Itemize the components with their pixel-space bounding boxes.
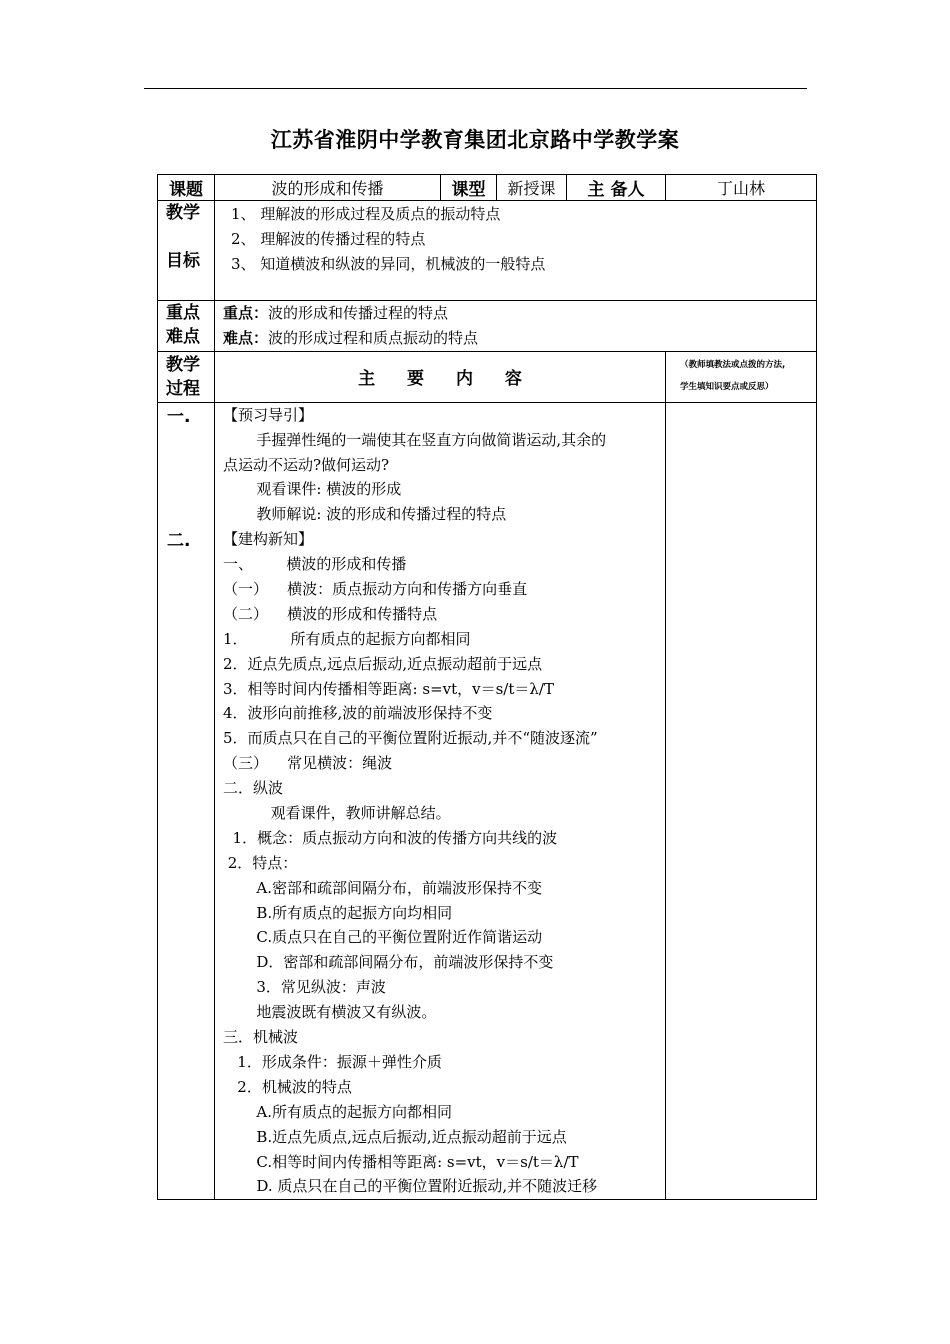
content-line: 2．特点： bbox=[223, 853, 298, 872]
note-line-1: （教师填教法或点拨的方法, bbox=[680, 359, 786, 370]
content-line: 3．常见纵波：声波 bbox=[223, 978, 386, 997]
content-line: 1． 所有质点的起振方向都相同 bbox=[223, 629, 471, 648]
content-line: A.密部和疏部间隔分布，前端波形保持不变 bbox=[223, 878, 542, 897]
preparer-value: 丁山林 bbox=[666, 175, 817, 201]
content-line: 4．波形向前推移,波的前端波形保持不变 bbox=[223, 704, 493, 723]
content-line: 5．而质点只在自己的平衡位置附近振动,并不“随波逐流” bbox=[223, 729, 598, 748]
objectives-label-2: 目标 bbox=[166, 251, 200, 271]
content-line: （一） 横波：质点振动方向和传播方向垂直 bbox=[223, 580, 528, 599]
content-line: 点运动不运动?做何运动? bbox=[223, 455, 390, 474]
content-line: 3．相等时间内传播相等距离: s=vt，v＝s/t＝λ/T bbox=[223, 679, 554, 698]
content-line: 【建构新知】 bbox=[223, 530, 314, 549]
content-line: 1．形成条件：振源＋弹性介质 bbox=[223, 1052, 442, 1071]
difficulty-text: 波的形成过程和质点振动的特点 bbox=[268, 328, 479, 347]
content-line: （三） 常见横波：绳波 bbox=[223, 754, 393, 773]
document-title: 江苏省淮阴中学教育集团北京路中学教学案 bbox=[270, 128, 680, 152]
preparer-label: 主 备人 bbox=[567, 175, 666, 201]
difficulty-label: 难点： bbox=[223, 328, 269, 347]
content-line: D．密部和疏部间隔分布，前端波形保持不变 bbox=[223, 953, 554, 972]
objective-item: 3、 知道横波和纵波的异同，机械波的一般特点 bbox=[231, 254, 546, 273]
topic-value: 波的形成和传播 bbox=[215, 175, 441, 201]
header-rule bbox=[144, 88, 807, 89]
objectives-label-1: 教学 bbox=[166, 203, 200, 223]
content-line: 一、 横波的形成和传播 bbox=[223, 555, 407, 574]
objectives-row bbox=[158, 201, 817, 301]
content-line: 二．纵波 bbox=[223, 779, 284, 798]
topic-label: 课题 bbox=[158, 175, 215, 201]
content-line: 教师解说: 波的形成和传播过程的特点 bbox=[223, 505, 507, 524]
content-line: C.相等时间内传播相等距离: s=vt，v＝s/t＝λ/T bbox=[223, 1152, 579, 1171]
content-line: （二） 横波的形成和传播特点 bbox=[223, 604, 438, 623]
focus-text: 波的形成和传播过程的特点 bbox=[268, 304, 449, 322]
process-header-row bbox=[158, 351, 817, 402]
lesson-plan-table bbox=[157, 174, 817, 1200]
content-cell bbox=[215, 402, 666, 1200]
note-line-2: 学生填知识要点或反思） bbox=[680, 381, 774, 392]
focus-label: 重点： bbox=[223, 304, 269, 322]
main-content-heading: 主 要 内 容 bbox=[215, 351, 666, 402]
objective-item: 1、 理解波的形成过程及质点的振动特点 bbox=[231, 205, 501, 223]
keypoints-label-2: 难点 bbox=[166, 327, 200, 347]
content-row bbox=[158, 402, 817, 1200]
objective-item: 2、 理解波的传播过程的特点 bbox=[231, 229, 426, 248]
content-line: 三．机械波 bbox=[223, 1028, 299, 1047]
type-label: 课型 bbox=[441, 175, 497, 201]
content-line: 观看课件，教师讲解总结。 bbox=[223, 804, 451, 823]
section-marker: 二. bbox=[167, 531, 191, 552]
content-line: B.所有质点的起振方向均相同 bbox=[223, 903, 453, 922]
content-line: 2．近点先质点,远点后振动,近点振动超前于远点 bbox=[223, 654, 543, 673]
content-line: C.质点只在自己的平衡位置附近作简谐运动 bbox=[223, 928, 543, 947]
section-marker: 一. bbox=[167, 406, 191, 427]
type-value: 新授课 bbox=[497, 175, 567, 201]
content-line: 【预习导引】 bbox=[223, 405, 314, 424]
content-line: B.近点先质点,远点后振动,近点振动超前于远点 bbox=[223, 1127, 567, 1146]
notes-cell bbox=[666, 402, 817, 1200]
content-line: 2．机械波的特点 bbox=[223, 1077, 352, 1096]
section-marker-cell bbox=[158, 402, 215, 1200]
content-line: 观看课件: 横波的形成 bbox=[223, 480, 402, 499]
process-label-2: 过程 bbox=[166, 378, 200, 399]
content-line: A.所有质点的起振方向都相同 bbox=[223, 1102, 452, 1121]
keypoints-label-1: 重点 bbox=[166, 303, 200, 323]
info-row bbox=[158, 175, 817, 201]
process-label-1: 教学 bbox=[166, 354, 200, 375]
content-line: 地震波既有横波又有纵波。 bbox=[223, 1003, 437, 1022]
content-line: 1．概念：质点振动方向和波的传播方向共线的波 bbox=[223, 828, 558, 847]
content-line: D. 质点只在自己的平衡位置附近振动,并不随波迁移 bbox=[223, 1177, 598, 1196]
content-line: 手握弹性绳的一端使其在竖直方向做简谐运动,其余的 bbox=[223, 430, 607, 449]
key-points-row bbox=[158, 301, 817, 352]
